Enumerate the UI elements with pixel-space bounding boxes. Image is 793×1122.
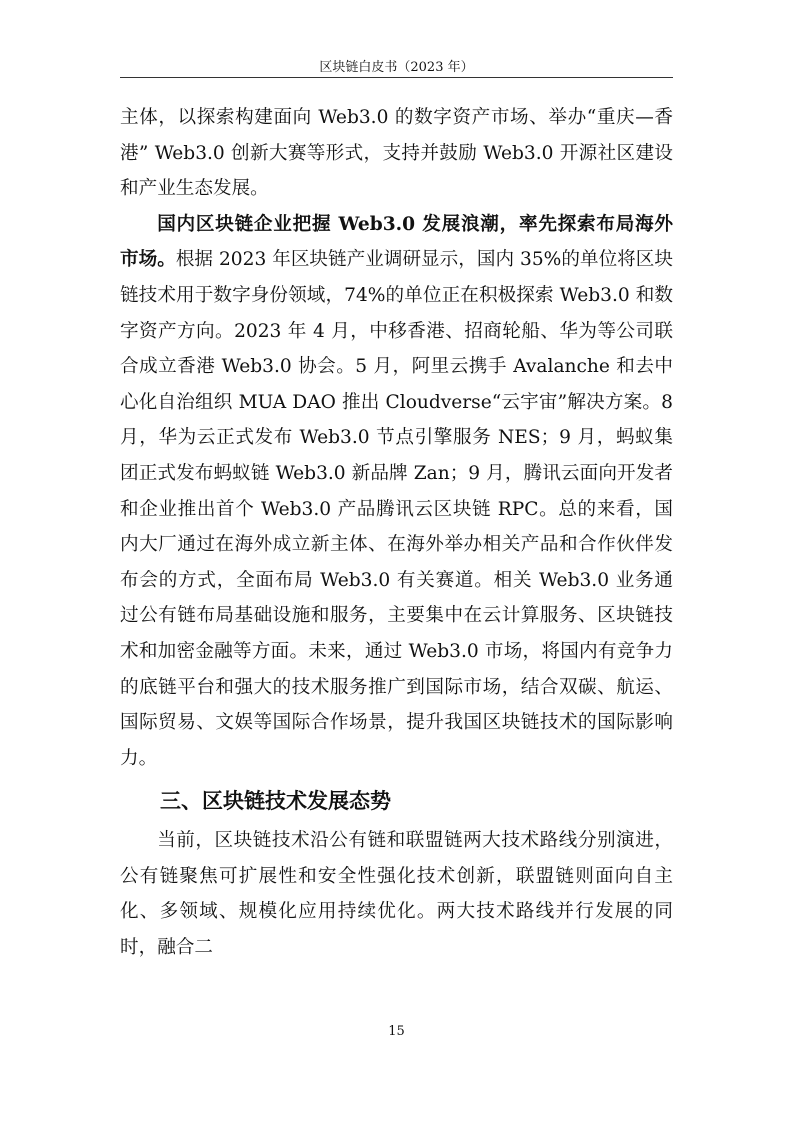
page-body: [120, 100, 673, 966]
running-header: 区块链白皮书（2023 年）: [319, 60, 474, 75]
section-heading: 三、区块链技术发展态势: [160, 789, 391, 814]
header-rule: [120, 77, 673, 78]
paragraph-lead-sentence: 国内区块链企业把握 Web3.0 发展浪潮，率先探索布局海外市场。: [120, 213, 673, 271]
paragraph-body-text: 根据 2023 年区块链产业调研显示，国内 35%的单位将区块链技术用于数字身份领域，74%的单位正在积极探索 Web3.0 和数字资产方向。2023 年 4 月，中移香港、招商轮船、华为等公司联合成立香港 Web3.0 协会。5 月，阿里云携手 Avalanche 和去中心化自治组织 MUA DAO 推出 Cloudverse“云宇宙”解决方案。8 月，华为云正式发布 Web3.0 节点引擎服务 NES；9 月，蚂蚁集团正式发布蚂蚁链 Web3.0 新品牌 Zan；9 月，腾讯云面向开发者和企业推出首个 Web3.0 产品腾讯云区块链 RPC。总的来看，国内大厂通过在海外成立新主体、在海外举办相关产品和合作伙伴发布会的方式，全面布局 Web3.0 有关赛道。相关 Web3.0 业务通过公有链布局基础设施和服务，主要集中在云计算服务、区块链技术和加密金融等方面。未来，通过 Web3.0 市场，将国内有竞争力的底链平台和强大的技术服务推广到国际市场，结合双碳、航运、国际贸易、文娱等国际合作场景，提升我国区块链技术的国际影响力。: [120, 249, 673, 769]
paragraph-domestic-enterprises: [120, 207, 673, 777]
paragraph-continued: 主体，以探索构建面向 Web3.0 的数字资产市场、举办“重庆—香港” Web3.0 创新大赛等形式，支持并鼓励 Web3.0 开源社区建设和产业生态发展。: [120, 107, 673, 200]
page-number: 15: [388, 1024, 405, 1039]
paragraph-tech-trends: 当前，区块链技术沿公有链和联盟链两大技术路线分别演进，公有链聚焦可扩展性和安全性强化技术创新，联盟链则面向自主化、多领域、规模化应用持续优化。两大技术路线并行发展的同时，融合二: [120, 830, 673, 959]
